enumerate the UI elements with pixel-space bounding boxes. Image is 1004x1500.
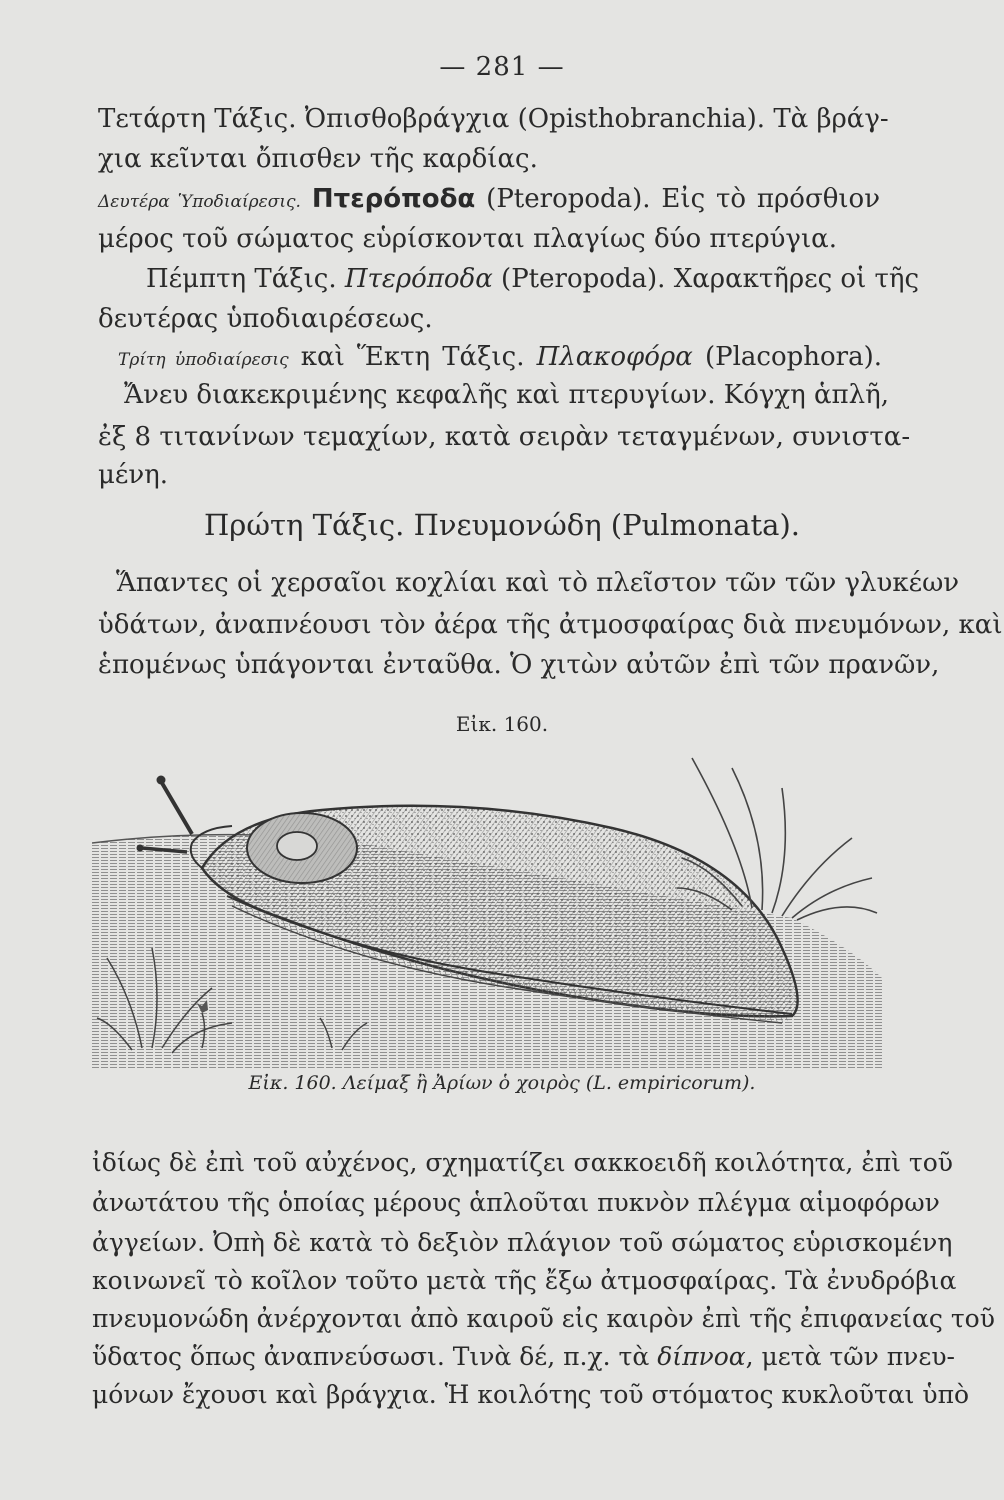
text-line: ἐξ 8 τιτανίνων τεμαχίων, κατὰ σειρὰν τεταγμένων, συνιστα-	[98, 422, 911, 452]
text-line: δευτέρας ὑποδιαιρέσεως.	[98, 304, 433, 334]
text-line: ἀγγείων. Ὀπὴ δὲ κατὰ τὸ δεξιὸν πλάγιον τοῦ σώματος εὑρισκομένη	[92, 1228, 953, 1257]
subdivision-rest: (Pteropoda). Εἰς τὸ πρόσθιον	[486, 184, 881, 214]
text-line	[92, 1340, 955, 1374]
subdivision-label: Δευτέρα Ὑποδιαίρεσις.	[98, 192, 301, 212]
bold-term: Πτερόποδα	[311, 184, 476, 214]
italic-term: Πτερόποδα	[344, 264, 493, 294]
slug-illustration	[92, 748, 882, 1068]
text-line: ἑπομένως ὑπάγονται ἐνταῦθα. Ὁ χιτὼν αὐτῶν ἐπὶ τῶν πρανῶν,	[98, 650, 940, 680]
subdivision-rest: (Placophora).	[704, 342, 882, 372]
order-rest: (Pteropoda). Χαρακτῆρες οἱ τῆς	[501, 264, 920, 294]
order-start: Πέμπτη Τάξις.	[146, 264, 337, 294]
text-line: πνευμονώδη ἀνέρχονται ἀπὸ καιροῦ εἰς καιρὸν ἐπὶ τῆς ἐπιφανείας τοῦ	[92, 1304, 995, 1333]
text-line: ἀνωτάτου τῆς ὁποίας μέρους ἁπλοῦται πυκνὸν πλέγμα αἱμοφόρων	[92, 1188, 940, 1217]
line-start: ὕδατος ὅπως ἀναπνεύσωσι. Τινὰ δέ, π.χ. τὰ	[92, 1342, 650, 1371]
text-line: ἰδίως δὲ ἐπὶ τοῦ αὐχένος, σχηματίζει σακκοειδῆ κοιλότητα, ἐπὶ τοῦ	[92, 1148, 953, 1177]
text-line: μένη.	[98, 460, 169, 490]
italic-term: δίπνοα	[657, 1342, 746, 1371]
italic-term: Πλακοφόρα	[536, 342, 693, 372]
text-line: ὑδάτων, ἀναπνέουσι τὸν ἀέρα τῆς ἀτμοσφαίρας διὰ πνευμόνων, καὶ	[98, 610, 1003, 640]
subdivision-middle: καὶ Ἕκτη Τάξις.	[300, 342, 525, 372]
figure-label: Εἰκ. 160.	[455, 712, 549, 736]
page-number: — 281 —	[439, 52, 565, 82]
text-line: μέρος τοῦ σώματος εὑρίσκονται πλαγίως δύο πτερύγια.	[98, 224, 837, 254]
text-line: μόνων ἔχουσι καὶ βράγχια. Ἡ κοιλότης τοῦ στόματος κυκλοῦται ὑπὸ	[92, 1380, 970, 1409]
figure-caption: Εἰκ. 160. Λείμαξ ἢ Ἀρίων ὁ χοιρὸς (L. empiricorum).	[248, 1072, 756, 1094]
text-line: χια κεῖνται ὄπισθεν τῆς καρδίας.	[98, 144, 538, 174]
subdivision-line	[118, 340, 882, 377]
line-rest: , μετὰ τῶν πνευ-	[745, 1342, 955, 1371]
text-line: Ἅπαντες οἱ χερσαῖοι κοχλίαι καὶ τὸ πλεῖστον τῶν τῶν γλυκέων	[116, 568, 960, 598]
text-line: Τετάρτη Τάξις. Ὀπισθοβράγχια (Opisthobranchia). Τὰ βράγ-	[98, 104, 889, 134]
order-line	[146, 262, 920, 296]
subdivision-label: Τρίτη ὑποδιαίρεσις	[118, 350, 289, 370]
subdivision-line	[98, 182, 880, 219]
section-heading: Πρώτη Τάξις. Πνευμονώδη (Pulmonata).	[204, 508, 800, 542]
text-line: Ἄνευ διακεκριμένης κεφαλῆς καὶ πτερυγίων. Κόγχη ἁπλῆ,	[124, 380, 889, 410]
text-line: κοινωνεῖ τὸ κοῖλον τοῦτο μετὰ τῆς ἔξω ἀτμοσφαίρας. Τὰ ἐνυδρόβια	[92, 1266, 957, 1295]
